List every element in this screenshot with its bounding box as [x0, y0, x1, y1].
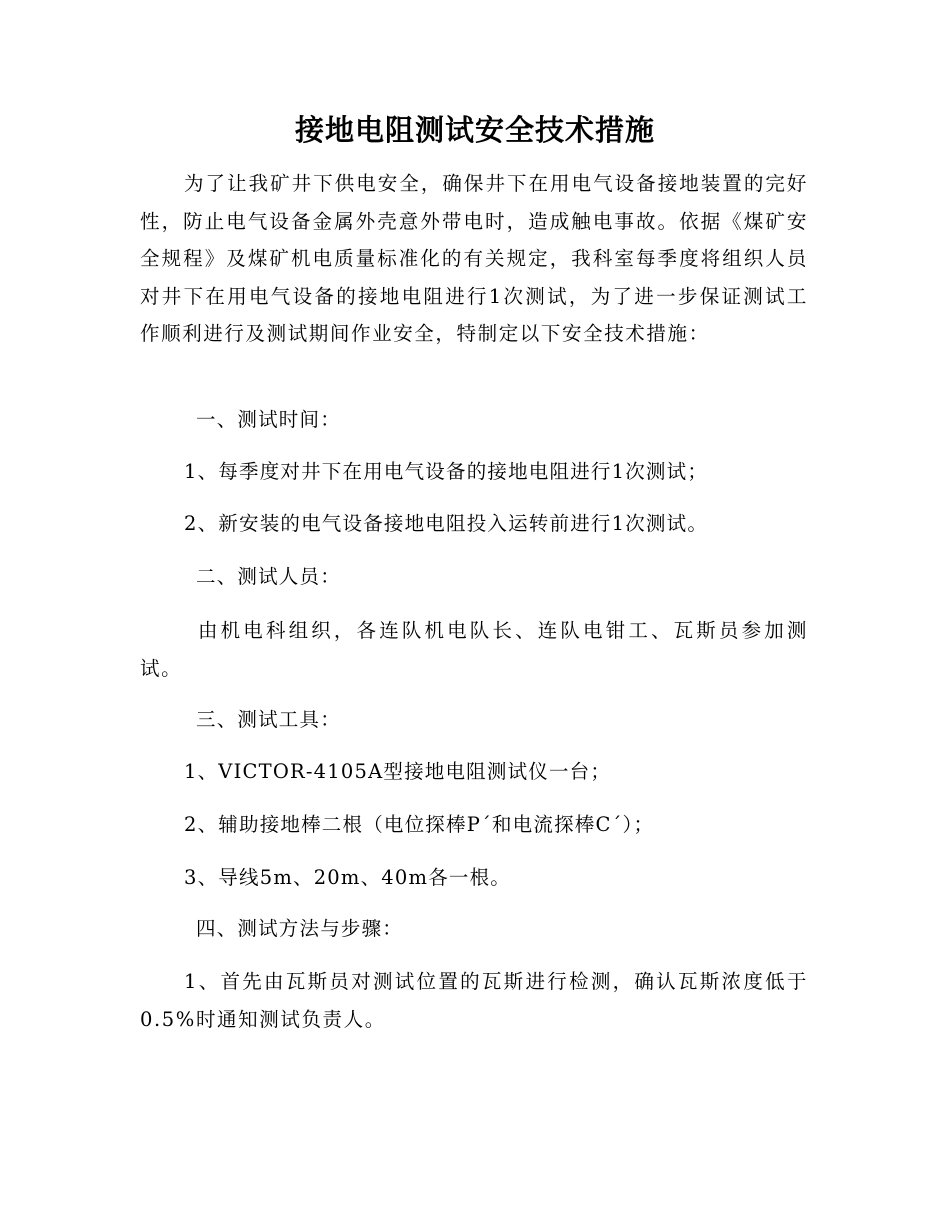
section-heading-method: 四、测试方法与步骤： [196, 917, 404, 940]
list-item: 2、辅助接地棒二根（电位探棒P´和电流探棒C´）； [184, 813, 655, 836]
list-item: 3、导线5m、20m、40m各一根。 [184, 866, 512, 889]
list-item: 1、VICTOR-4105A型接地电阻测试仪一台； [184, 760, 612, 783]
section-heading-time: 一、测试时间： [196, 408, 341, 431]
document-title: 接地电阻测试安全技术措施 [294, 113, 655, 147]
personnel-paragraph: 由机电科组织，各连队机电队长、连队电钳工、瓦斯员参加测试。 [140, 619, 808, 680]
list-item: 1、每季度对井下在用电气设备的接地电阻进行1次测试； [184, 460, 709, 483]
section-heading-tools: 三、测试工具： [196, 708, 341, 731]
section-heading-personnel: 二、测试人员： [196, 565, 341, 588]
intro-paragraph: 为了让我矿井下供电安全，确保井下在用电气设备接地装置的完好性，防止电气设备金属外壳意外带电时，造成触电事故。依据《煤矿安全规程》及煤矿机电质量标准化的有关规定，我科室每季度将组织人员对井下在用电气设备的接地电阻进行1次测试，为了进一步保证测试工作顺利进行及测试期间作业安全，特制定以下安全技术措施： [140, 172, 808, 345]
method-paragraph: 1、首先由瓦斯员对测试位置的瓦斯进行检测，确认瓦斯浓度低于0.5%时通知测试负责人。 [140, 970, 808, 1031]
list-item: 2、新安装的电气设备接地电阻投入运转前进行1次测试。 [184, 512, 709, 535]
